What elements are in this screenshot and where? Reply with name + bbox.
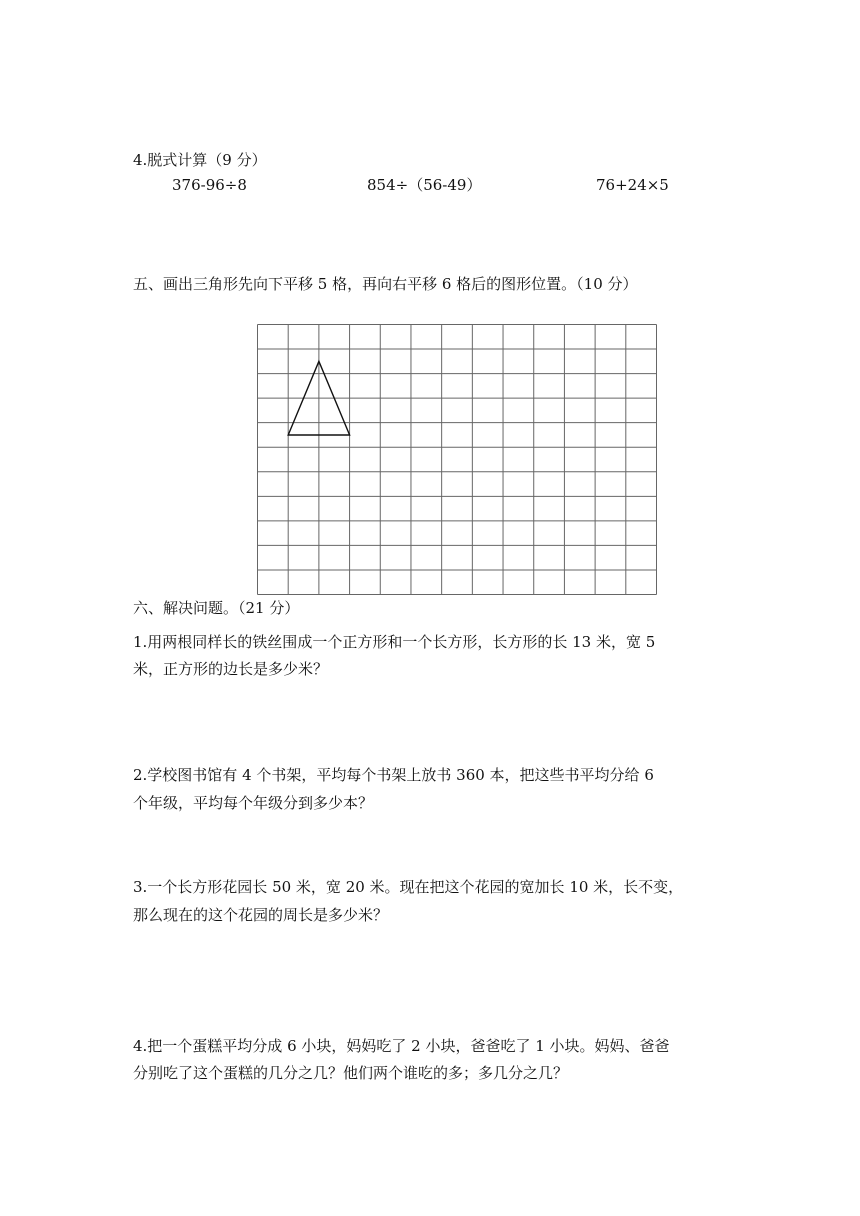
question-4-line-1: 4.把一个蛋糕平均分成 6 小块，妈妈吃了 2 小块，爸爸吃了 1 小块。妈妈、爸爸 xyxy=(133,1037,670,1055)
grid-svg xyxy=(257,324,657,595)
section4-title: 4.脱式计算（9 分） xyxy=(133,151,267,169)
question-3-line-1: 3.一个长方形花园长 50 米，宽 20 米。现在把这个花园的宽加长 10 米，长不变， xyxy=(133,878,684,896)
expression-3: 76+24×5 xyxy=(596,176,669,194)
translation-grid xyxy=(257,324,657,595)
question-1-line-1: 1.用两根同样长的铁丝围成一个正方形和一个长方形，长方形的长 13 米，宽 5 xyxy=(133,633,656,651)
section5-title: 五、画出三角形先向下平移 5 格，再向右平移 6 格后的图形位置。（10 分） xyxy=(133,275,638,293)
question-1-line-2: 米，正方形的边长是多少米？ xyxy=(133,660,329,678)
expression-2: 854÷（56-49） xyxy=(367,176,482,194)
question-3-line-2: 那么现在的这个花园的周长是多少米？ xyxy=(133,906,389,924)
section6-title: 六、解决问题。（21 分） xyxy=(133,599,300,617)
expression-1: 376-96÷8 xyxy=(172,176,247,194)
question-2-line-2: 个年级，平均每个年级分到多少本？ xyxy=(133,794,374,812)
question-2-line-1: 2.学校图书馆有 4 个书架，平均每个书架上放书 360 本，把这些书平均分给 6 xyxy=(133,766,654,784)
question-4-line-2: 分别吃了这个蛋糕的几分之几？他们两个谁吃的多；多几分之几？ xyxy=(133,1064,569,1082)
